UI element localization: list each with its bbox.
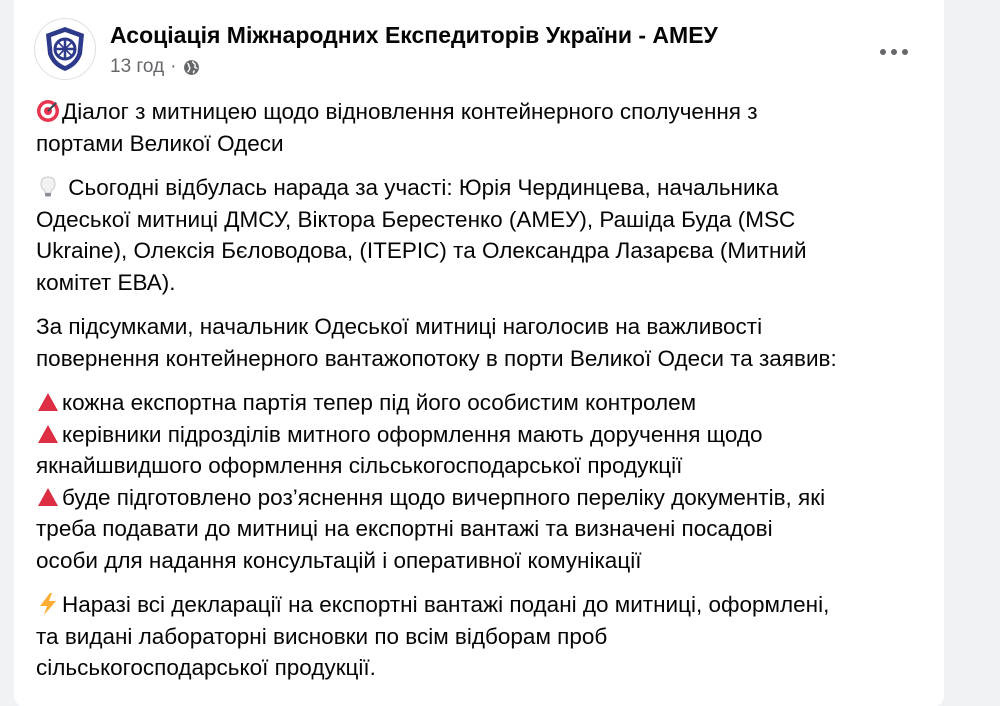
post-text (36, 96, 931, 697)
text-segment: керівники підрозділів митного оформлення мають доручення щодо (62, 421, 763, 447)
more-options-icon (879, 48, 909, 56)
globe-icon[interactable] (183, 59, 200, 76)
text-line: якнайшвидшого оформлення сільськогосподарської продукції (36, 453, 683, 478)
paragraph-meeting (36, 172, 931, 298)
text-segment: Наразі всі декларації на експортні вантажі подані до митниці, оформлені, (62, 592, 830, 617)
text-segment: кожна експортна партія тепер під його особистим контролем (62, 390, 697, 415)
text-line: За підсумками, начальник Одеської митниці наголосив на важливості (36, 314, 763, 339)
post-timestamp[interactable]: 13 год (110, 56, 165, 77)
text-line: треба подавати до митниці на експортні вантажі та визначені посадові (36, 516, 773, 541)
facebook-post (14, 0, 944, 706)
text-line: Ukraine), Олексія Бєловодова, (ITEPIC) та Олександра Лазарєва (Митний (36, 238, 807, 263)
text-line: особи для надання консультацій і оперативної комунікації (36, 547, 642, 573)
paragraph-headline (36, 96, 931, 159)
text-line: та видані лабораторні висновки по всім відборам проб (36, 623, 608, 649)
text-line: комітет ЕВА). (36, 269, 176, 295)
target-emoji (36, 99, 60, 123)
bullet-line (36, 387, 931, 419)
text-line: портами Великої Одеси (36, 130, 284, 156)
text-segment: Сьогодні відбулась нарада за участі: Юрія Чердинцева, начальника (62, 175, 779, 200)
page-name-link[interactable]: Асоціація Міжнародних Експедиторів України - АМЕУ (110, 22, 718, 48)
page-avatar[interactable] (34, 18, 96, 80)
text-line: сільськогосподарської продукції. (36, 655, 376, 680)
post-meta (110, 56, 200, 78)
paragraph-bullets (36, 387, 931, 576)
text-line (36, 589, 931, 621)
text-line: повернення контейнерного вантажопотоку в порти Великої Одеси та заявив: (36, 345, 837, 371)
meta-separator: · (170, 56, 177, 77)
red-triangle-emoji (36, 390, 60, 414)
red-triangle-emoji (36, 485, 60, 509)
text-line: Одеської митниці ДМСУ, Віктора Берестенко (АМЕУ), Рашіда Буда (MSC (36, 206, 796, 232)
text-segment: буде підготовлено роз’яснення щодо вичерпного переліку документів, які (62, 484, 826, 510)
text-line (36, 172, 931, 204)
text-segment: Діалог з митницею щодо відновлення контейнерного сполучення з (62, 99, 758, 124)
text-line (36, 96, 931, 128)
lightning-emoji (36, 592, 60, 616)
bullet-line (36, 419, 931, 451)
red-triangle-emoji (36, 422, 60, 446)
paragraph-declarations (36, 589, 931, 684)
ameu-logo-icon (40, 24, 90, 74)
bullet-line (36, 482, 931, 514)
paragraph-summary (36, 311, 931, 374)
more-options-button[interactable] (874, 40, 914, 64)
lightbulb-emoji (36, 175, 60, 199)
